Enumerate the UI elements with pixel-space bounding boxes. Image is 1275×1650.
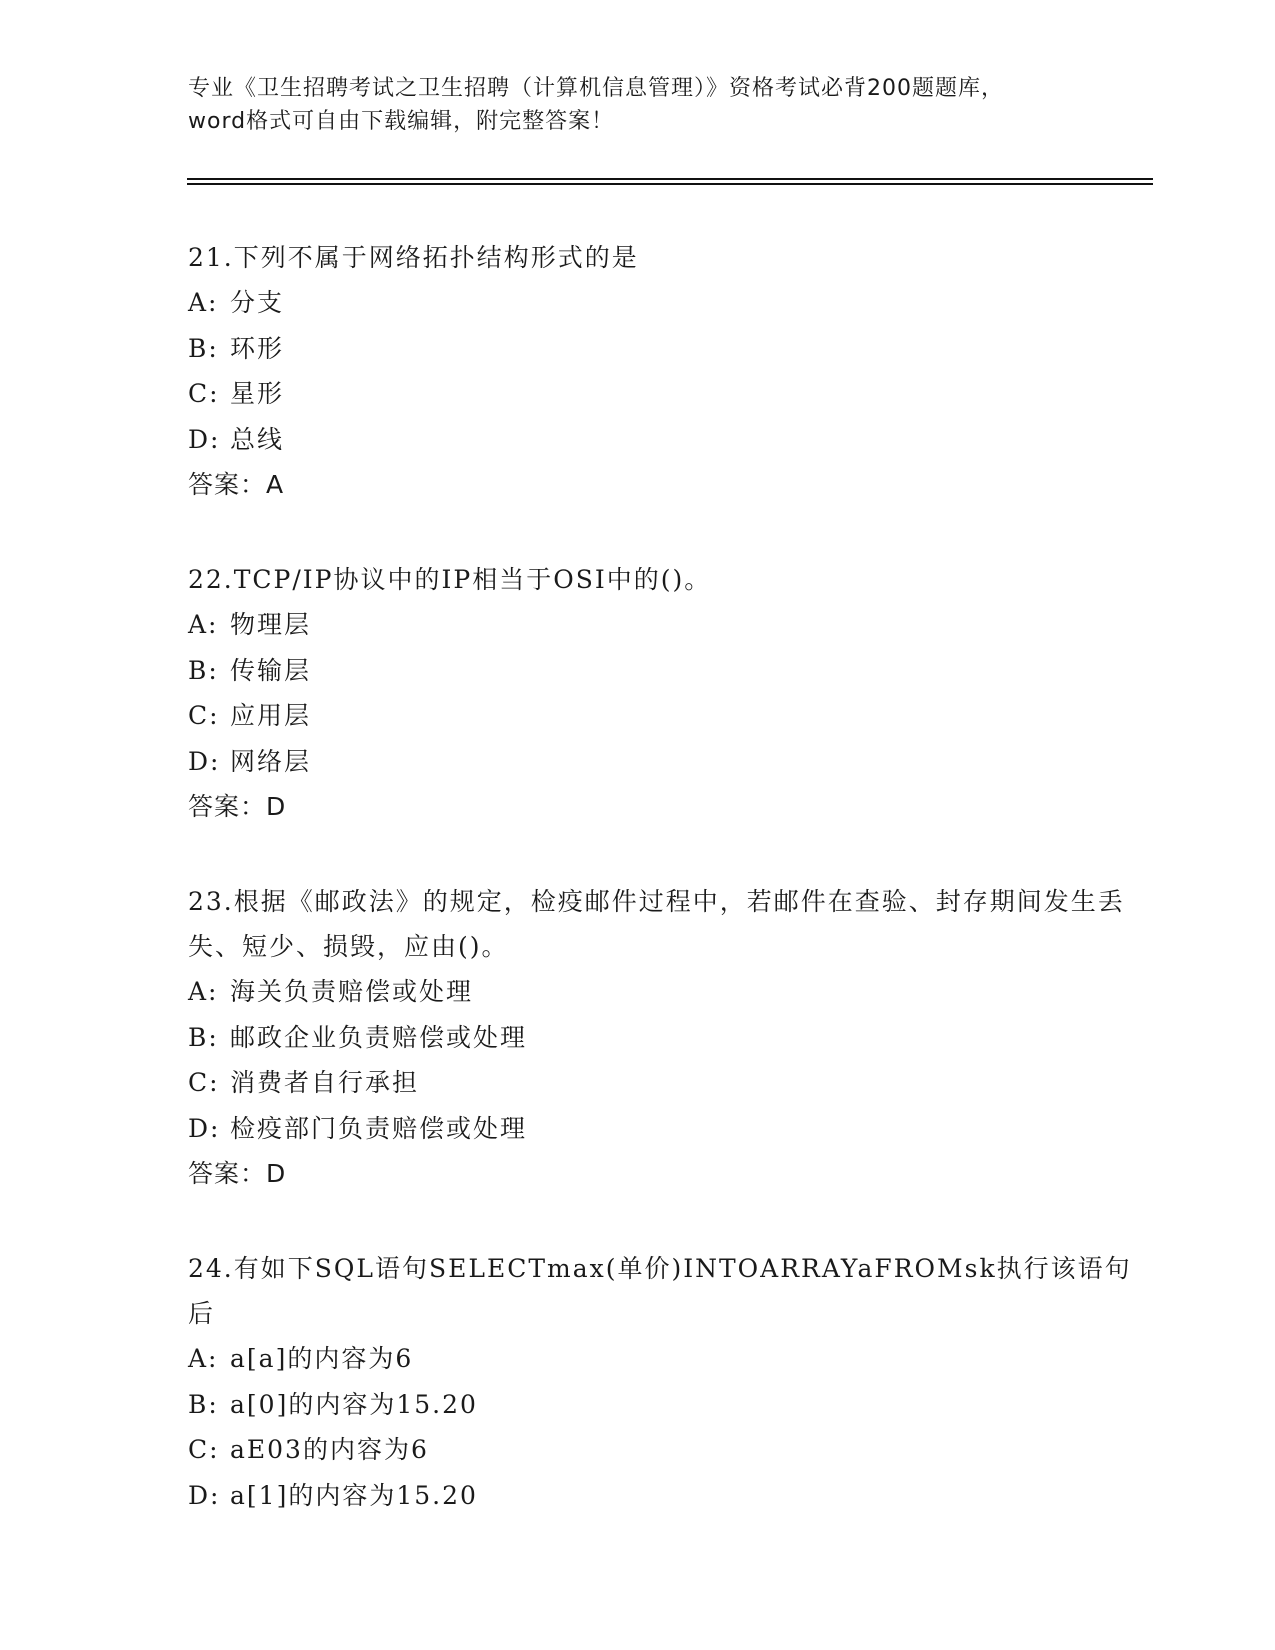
option-text: 应用层	[230, 701, 312, 730]
option-a	[188, 969, 1148, 1015]
question-24	[188, 1246, 1148, 1518]
option-text: 网络层	[230, 746, 312, 776]
option-c	[188, 1427, 1148, 1473]
header-line-1: 专业《卫生招聘考试之卫生招聘（计算机信息管理）》资格考试必背200题题库，	[188, 76, 1004, 101]
option-letter: B:	[188, 1022, 219, 1052]
option-letter: A:	[188, 288, 219, 317]
option-d	[188, 1106, 1148, 1152]
option-d	[188, 417, 1148, 463]
option-c	[188, 371, 1148, 417]
option-text: 星形	[230, 379, 285, 408]
question-stem: 21.下列不属于网络拓扑结构形式的是	[188, 243, 639, 272]
option-letter: A:	[188, 610, 219, 639]
option-text: 消费者自行承担	[230, 1068, 420, 1097]
option-letter: C:	[188, 1435, 220, 1464]
option-letter: D:	[188, 424, 221, 454]
option-letter: C:	[188, 379, 220, 408]
question-22	[188, 557, 1148, 829]
option-text: aE03的内容为6	[230, 1435, 429, 1464]
header-line-2: word格式可自由下载编辑，附完整答案！	[188, 109, 615, 134]
option-letter: C:	[188, 701, 220, 730]
answer-line: 答案：A	[188, 470, 285, 499]
option-letter: D:	[188, 746, 221, 776]
option-b	[188, 1015, 1148, 1061]
option-a	[188, 1336, 1148, 1382]
option-text: a[1]的内容为15.20	[230, 1480, 478, 1510]
option-b	[188, 648, 1148, 694]
answer-line: 答案：D	[188, 1159, 287, 1188]
option-text: 传输层	[230, 655, 312, 685]
header-divider-top	[187, 178, 1153, 180]
option-text: 检疫部门负责赔偿或处理	[230, 1113, 528, 1143]
option-text: 环形	[230, 333, 285, 363]
option-a	[188, 280, 1148, 326]
option-a	[188, 602, 1148, 648]
option-d	[188, 739, 1148, 785]
option-letter: B:	[188, 1389, 219, 1419]
option-b	[188, 1382, 1148, 1428]
option-letter: D:	[188, 1113, 221, 1143]
option-d	[188, 1473, 1148, 1519]
option-text: 邮政企业负责赔偿或处理	[230, 1022, 528, 1052]
option-text: 分支	[230, 288, 285, 317]
option-text: 海关负责赔偿或处理	[230, 977, 474, 1006]
question-stem: 22.TCP/IP协议中的IP相当于OSI中的()。	[188, 565, 712, 594]
option-letter: B:	[188, 333, 219, 363]
answer-line: 答案：D	[188, 792, 287, 821]
question-stem: 24.有如下SQL语句SELECTmax(单价)INTOARRAYaFROMsk执行该语句后	[188, 1254, 1132, 1328]
option-text: 物理层	[230, 610, 312, 639]
document-header	[188, 72, 1088, 138]
option-text: a[0]的内容为15.20	[230, 1389, 478, 1419]
option-letter: B:	[188, 655, 219, 685]
question-23	[188, 879, 1148, 1196]
header-divider-bottom	[187, 183, 1153, 185]
option-letter: C:	[188, 1068, 220, 1097]
question-list	[188, 235, 1148, 1568]
option-letter: D:	[188, 1480, 221, 1510]
option-b	[188, 326, 1148, 372]
question-21	[188, 235, 1148, 507]
option-c	[188, 1060, 1148, 1106]
option-letter: A:	[188, 977, 219, 1006]
option-text: 总线	[230, 424, 285, 454]
question-stem: 23.根据《邮政法》的规定，检疫邮件过程中，若邮件在查验、封存期间发生丢失、短少、损毁，应由()。	[188, 887, 1125, 961]
option-text: a[a]的内容为6	[230, 1344, 414, 1373]
option-c	[188, 693, 1148, 739]
option-letter: A:	[188, 1344, 219, 1373]
